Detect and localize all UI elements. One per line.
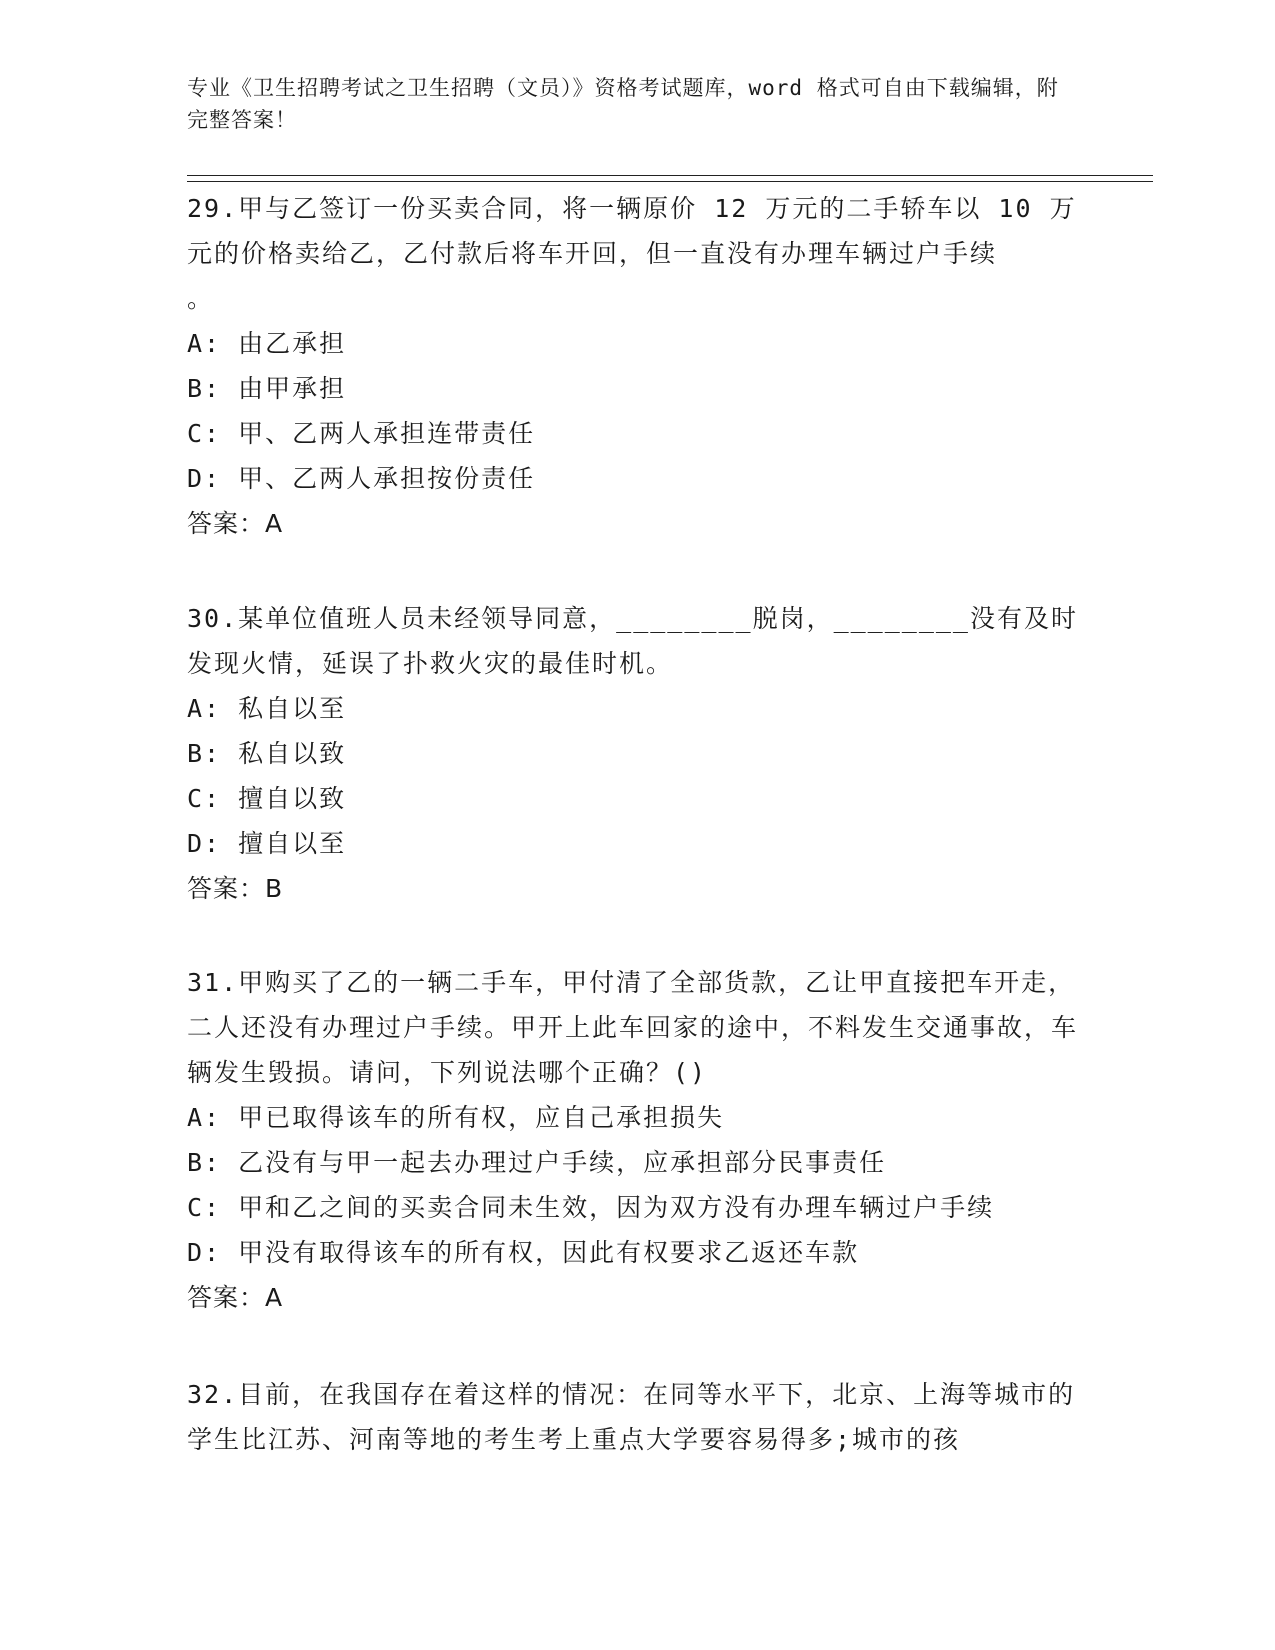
option-a: A: 由乙承担 — [187, 329, 347, 358]
answer-label: 答案：A — [187, 509, 284, 538]
option-c: C: 甲、乙两人承担连带责任 — [187, 419, 536, 448]
question-stem: 29.甲与乙签订一份买卖合同，将一辆原价 12 万元的二手轿车以 10 万元的价格卖给乙，乙付款后将车开回，但一直没有办理车辆过户手续 。 — [187, 194, 1077, 313]
option-c: C: 擅自以致 — [187, 784, 347, 813]
answer-label: 答案：B — [187, 874, 284, 903]
option-c: C: 甲和乙之间的买卖合同未生效，因为双方没有办理车辆过户手续 — [187, 1193, 995, 1222]
answer-label: 答案：A — [187, 1283, 284, 1312]
question-stem: 32.目前，在我国存在着这样的情况：在同等水平下，北京、上海等城市的学生比江苏、河南等地的考生考上重点大学要容易得多;城市的孩 — [187, 1380, 1076, 1454]
option-a: A: 甲已取得该车的所有权，应自己承担损失 — [187, 1103, 725, 1132]
option-d: D: 擅自以至 — [187, 829, 347, 858]
header-divider-line — [187, 181, 1153, 182]
option-b: B: 乙没有与甲一起去办理过户手续，应承担部分民事责任 — [187, 1148, 887, 1177]
option-d: D: 甲、乙两人承担按份责任 — [187, 464, 536, 493]
document-header: 专业《卫生招聘考试之卫生招聘（文员）》资格考试题库，word 格式可自由下载编辑，附完整答案！ — [187, 76, 1059, 132]
option-a: A: 私自以至 — [187, 694, 347, 723]
question-31 — [187, 960, 1087, 1320]
option-b: B: 由甲承担 — [187, 374, 347, 403]
question-30 — [187, 596, 1087, 911]
question-stem: 31.甲购买了乙的一辆二手车，甲付清了全部货款，乙让甲直接把车开走，二人还没有办理过户手续。甲开上此车回家的途中，不料发生交通事故，车辆发生毁损。请问，下列说法哪个正确？() — [187, 968, 1079, 1087]
question-32 — [187, 1372, 1087, 1462]
question-stem: 30.某单位值班人员未经领导同意，________脱岗，________没有及时发现火情，延误了扑救火灾的最佳时机。 — [187, 604, 1078, 678]
option-d: D: 甲没有取得该车的所有权，因此有权要求乙返还车款 — [187, 1238, 860, 1267]
question-29 — [187, 186, 1087, 546]
header-divider-line — [187, 175, 1153, 176]
option-b: B: 私自以致 — [187, 739, 347, 768]
